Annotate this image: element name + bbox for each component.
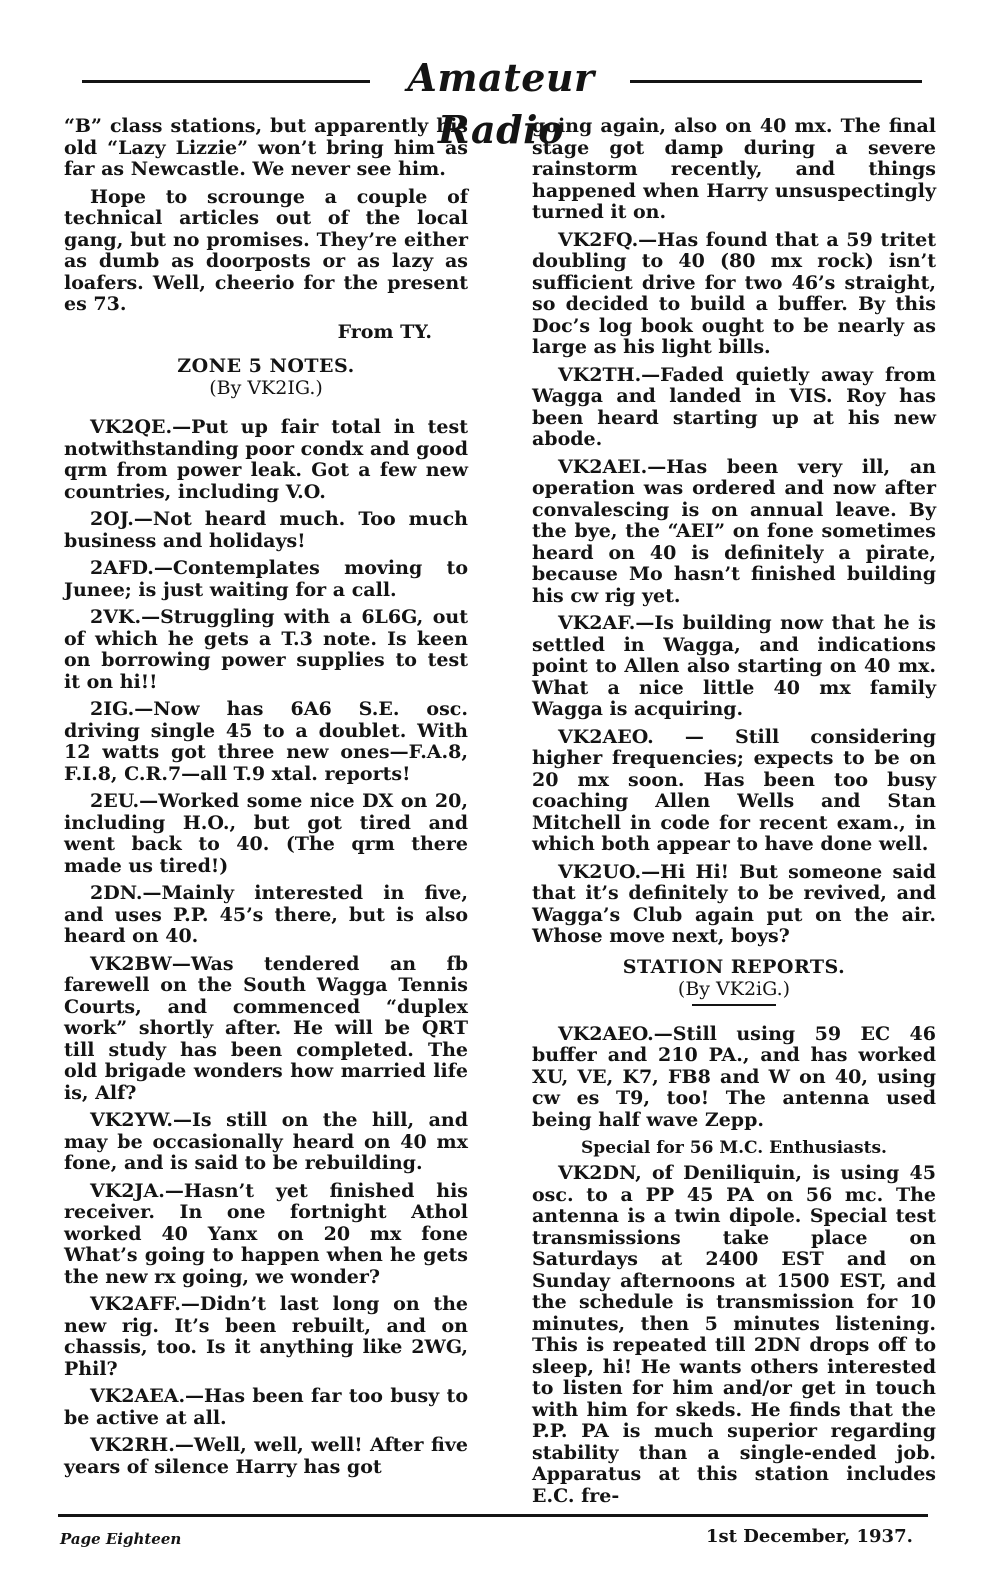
paragraph-2dn: 2DN.—Mainly interested in five, and uses P.P. 45’s there, but is also heard on 40.: [64, 882, 468, 947]
masthead-rule-left: [82, 80, 370, 83]
paragraph-2oj: 2OJ.—Not heard much. Too much business and holidays!: [64, 508, 468, 552]
paragraph-vk2rh: VK2RH.—Well, well, well! After five years of silence Harry has got: [64, 1434, 468, 1478]
zone-5-byline: (By VK2IG.): [209, 377, 323, 399]
paragraph-b-class: “B” class stations, but apparently his old “Lazy Lizzie” won’t bring him as far as Newcastle. We never see him.: [64, 115, 468, 180]
paragraph-vk2aeo-station: VK2AEO.—Still using 59 EC 46 buffer and 210 PA., and has worked XU, VE, K7, FB8 and W on 40, using cw es T9, too! The antenna used being half wave Zepp.: [532, 1022, 936, 1131]
paragraph-vk2aff: VK2AFF.—Didn’t last long on the new rig. It’s been rebuilt, and on chassis, too. Is it anything like 2WG, Phil?: [64, 1293, 468, 1380]
paragraph-2afd: 2AFD.—Contemplates moving to Junee; is just waiting for a call.: [64, 557, 468, 601]
right-column: [532, 116, 936, 1513]
paragraph-vk2bw: VK2BW—Was tendered an fb farewell on the South Wagga Tennis Courts, and commenced “duplex work” shortly after. He will be QRT till study has been completed. The old brigade wonders how married life is, Alf?: [64, 952, 468, 1104]
paragraph-vk2th: VK2TH.—Faded quietly away from Wagga and landed in VIS. Roy has been heard starting up at his new abode.: [532, 363, 936, 450]
left-column: [64, 116, 468, 1484]
special-56mc-heading: Special for 56 M.C. Enthusiasts.: [581, 1138, 887, 1158]
issue-date: 1st December, 1937.: [706, 1526, 913, 1547]
paragraph-vk2fq: VK2FQ.—Has found that a 59 tritet doubling to 40 (80 mx rock) isn’t sufficient drive for two 46’s straight, so decided to build a buffer. By this Doc’s log book ought to be nearly as large as his light bills.: [532, 228, 936, 358]
paragraph-vk2uo: VK2UO.—Hi Hi! But someone said that it’s definitely to be revived, and Wagga’s Club again put on the air. Whose move next, boys?: [532, 860, 936, 947]
paragraph-vk2qe: VK2QE.—Put up fair total in test notwithstanding poor condx and good qrm from power leak. Got a few new countries, including V.O.: [64, 416, 468, 503]
magazine-title: Amateur Radio: [407, 55, 595, 152]
signature-ty: From TY.: [337, 320, 432, 343]
station-reports-byline: (By VK2iG.): [677, 977, 791, 1000]
paragraph-vk2dn-deniliquin: VK2DN, of Deniliquin, is using 45 osc. to a PP 45 PA on 56 mc. The antenna is a twin dipole. Special test transmissions take place on Saturdays at 2400 EST and on Sunday afternoons at 1500 EST, and the schedule is transmission for 10 minutes, then 5 minutes listening. This is repeated till 2DN drops off to sleep, hi! He wants others interested to listen for him and/or get in touch with him for skeds. He finds that the P.P. PA is much superior regarding stability than a single-ended job. Apparatus at this station includes E.C. fre-: [532, 1162, 936, 1507]
page-number: Page Eighteen: [60, 1530, 182, 1548]
paragraph-scrounge: Hope to scrounge a couple of technical articles out of the local gang, but no promises. They’re either as dumb as doorposts or as lazy as loafers. Well, cheerio for the present es 73.: [64, 185, 468, 315]
zone-5-heading: ZONE 5 NOTES.: [177, 355, 355, 377]
paragraph-vk2ja: VK2JA.—Hasn’t yet finished his receiver. In one fortnight Athol worked 40 Yanx on 20 mx fone What’s going to happen when he gets the new rx going, we wonder?: [64, 1179, 468, 1288]
paragraph-vk2aei: VK2AEI.—Has been very ill, an operation was ordered and now after convalescing is on annual leave. By the bye, the “AEI” on fone sometimes heard on 40 is definitely a pirate, because Mo hasn’t finished building his cw rig yet.: [532, 455, 936, 607]
masthead-rule-right: [630, 80, 922, 83]
paragraph-2eu: 2EU.—Worked some nice DX on 20, including H.O., but got tired and went back to 40. (The qrm there made us tired!): [64, 790, 468, 877]
paragraph-vk2af: VK2AF.—Is building now that he is settled in Wagga, and indications point to Allen also starting on 40 mx. What a nice little 40 mx family Wagga is acquiring.: [532, 612, 936, 720]
paragraph-2vk: 2VK.—Struggling with a 6L6G, out of which he gets a T.3 note. Is keen on borrowing power supplies to test it on hi!!: [64, 606, 468, 693]
paragraph-vk2rh-continued: going again, also on 40 mx. The final stage got damp during a severe rainstorm recently, and things happened when Harry unsuspectingly turned it on.: [532, 115, 936, 223]
paragraph-vk2aea: VK2AEA.—Has been far too busy to be active at all.: [64, 1385, 468, 1429]
paragraph-2ig: 2IG.—Now has 6A6 S.E. osc. driving single 45 to a doublet. With 12 watts got three new ones—F.A.8, F.I.8, C.R.7—all T.9 xtal. reports!: [64, 698, 468, 785]
section-separator: [692, 1004, 776, 1006]
station-reports-heading: STATION REPORTS.: [622, 955, 846, 978]
paragraph-vk2yw: VK2YW.—Is still on the hill, and may be occasionally heard on 40 mx fone, and is said to be rebuilding.: [64, 1109, 468, 1174]
paragraph-vk2aeo: VK2AEO. — Still considering higher frequencies; expects to be on 20 mx soon. Has been too busy coaching Allen Wells and Stan Mitchell in code for recent exam., in which both appear to have done well.: [532, 725, 936, 855]
footer-rule: [58, 1514, 928, 1517]
